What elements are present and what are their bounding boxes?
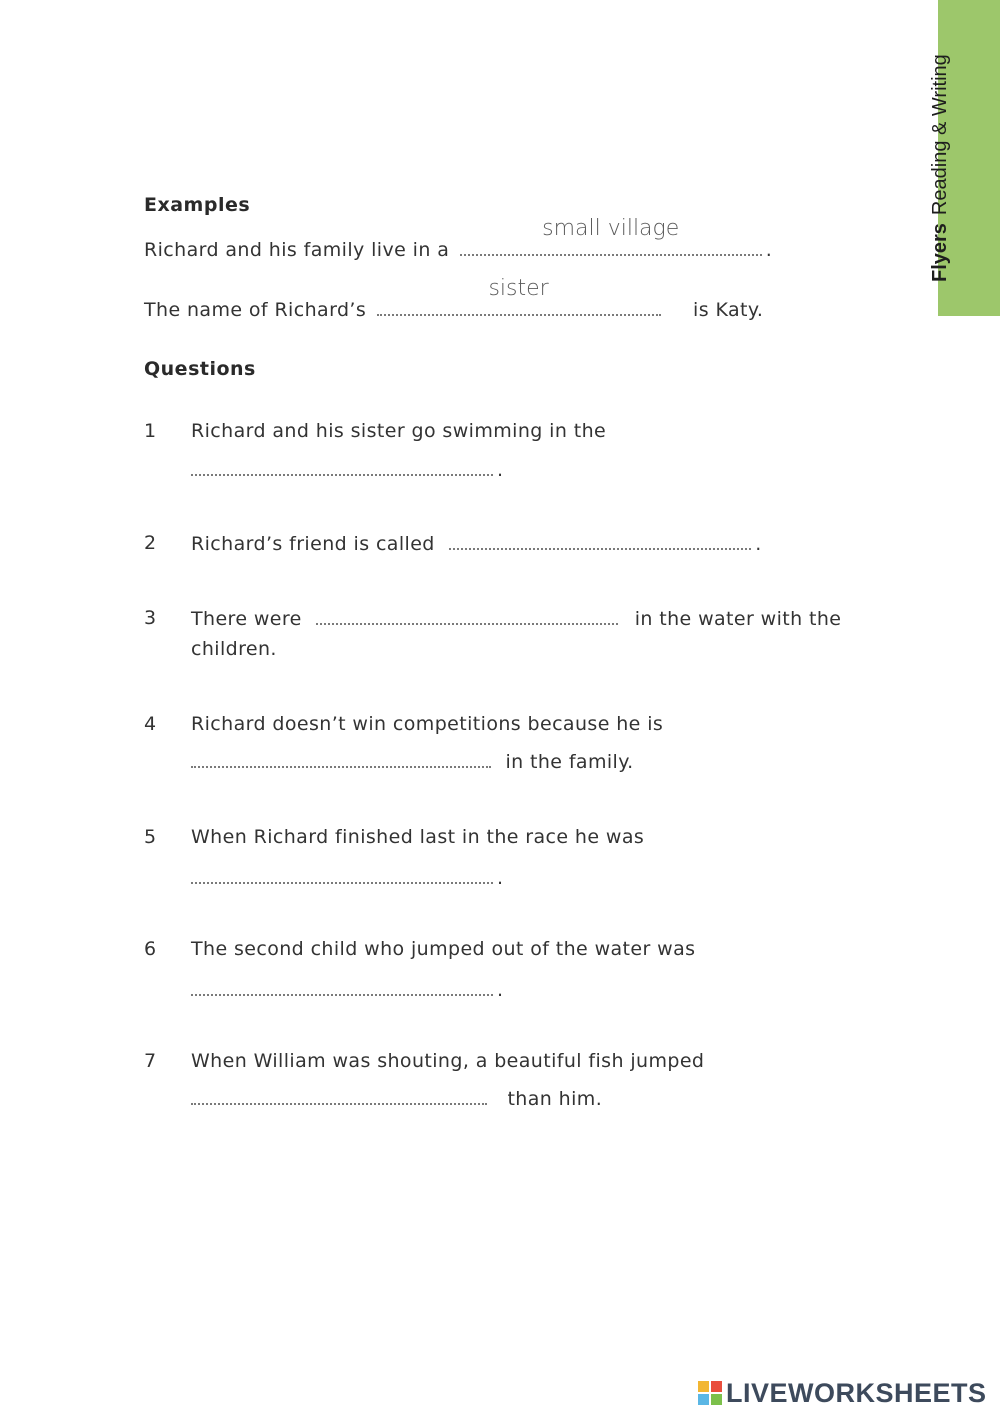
section-tab-label [929,54,952,282]
logo-square-1 [698,1381,709,1392]
question-3-number: 3 [144,607,157,629]
question-6-text: The second child who jumped out of the water was [191,938,696,960]
question-7-answer-line [191,1087,602,1110]
example-2-blank [377,276,661,316]
question-2-end: . [755,533,762,555]
question-2-blank[interactable] [449,532,751,550]
logo-square-3 [698,1394,709,1405]
question-7-number: 7 [144,1050,157,1072]
example-2-answer: sister [488,276,549,301]
question-6-number: 6 [144,938,157,960]
example-1 [144,216,773,261]
section-tab [929,0,1000,316]
question-2-number: 2 [144,532,157,554]
question-3-text-line2: children. [191,638,277,660]
logo-mark-icon [698,1381,722,1405]
example-1-answer: small village [542,216,680,241]
question-3-text: There were [191,608,302,630]
question-6-blank[interactable] [191,978,493,996]
level-label: Flyers [929,223,951,282]
logo-square-2 [711,1381,722,1392]
section-label: Reading & Writing [929,54,951,216]
question-5-blank[interactable] [191,866,493,884]
question-3-blank[interactable] [316,607,618,625]
examples-heading: Examples [144,194,251,216]
question-1-end: . [497,459,504,481]
question-7-blank[interactable] [191,1087,487,1105]
question-6-end: . [497,979,504,1001]
question-1-text: Richard and his sister go swimming in the [191,420,607,442]
example-2 [144,276,764,321]
question-6-answer-line [191,978,503,1001]
example-1-end: . [765,239,773,261]
logo-text: LIVEWORKSHEETS [726,1377,987,1408]
question-1-number: 1 [144,420,157,442]
questions-heading: Questions [144,358,256,380]
question-4-text: Richard doesn’t win competitions because he is [191,713,664,735]
question-1-answer-line [191,458,503,481]
liveworksheets-logo[interactable] [698,1378,987,1408]
question-4-number: 4 [144,713,157,735]
logo-square-4 [711,1394,722,1405]
question-4-end: in the family. [505,751,634,773]
example-1-text: Richard and his family live in a [144,239,450,261]
example-2-end: is Katy. [693,299,764,321]
question-7-text: When William was shouting, a beautiful fish jumped [191,1050,705,1072]
question-4-blank[interactable] [191,750,491,768]
question-2-line [191,532,762,555]
question-5-answer-line [191,866,503,889]
question-5-end: . [497,867,504,889]
question-4-answer-line [191,750,634,773]
example-1-blank [460,216,762,256]
question-5-text: When Richard finished last in the race he was [191,826,645,848]
example-2-text: The name of Richard’s [144,299,367,321]
question-2-text: Richard’s friend is called [191,533,435,555]
question-3-line [191,607,841,630]
question-5-number: 5 [144,826,157,848]
question-3-text-after: in the water with the [634,608,842,630]
question-7-end: than him. [507,1088,603,1110]
question-1-blank[interactable] [191,458,493,476]
